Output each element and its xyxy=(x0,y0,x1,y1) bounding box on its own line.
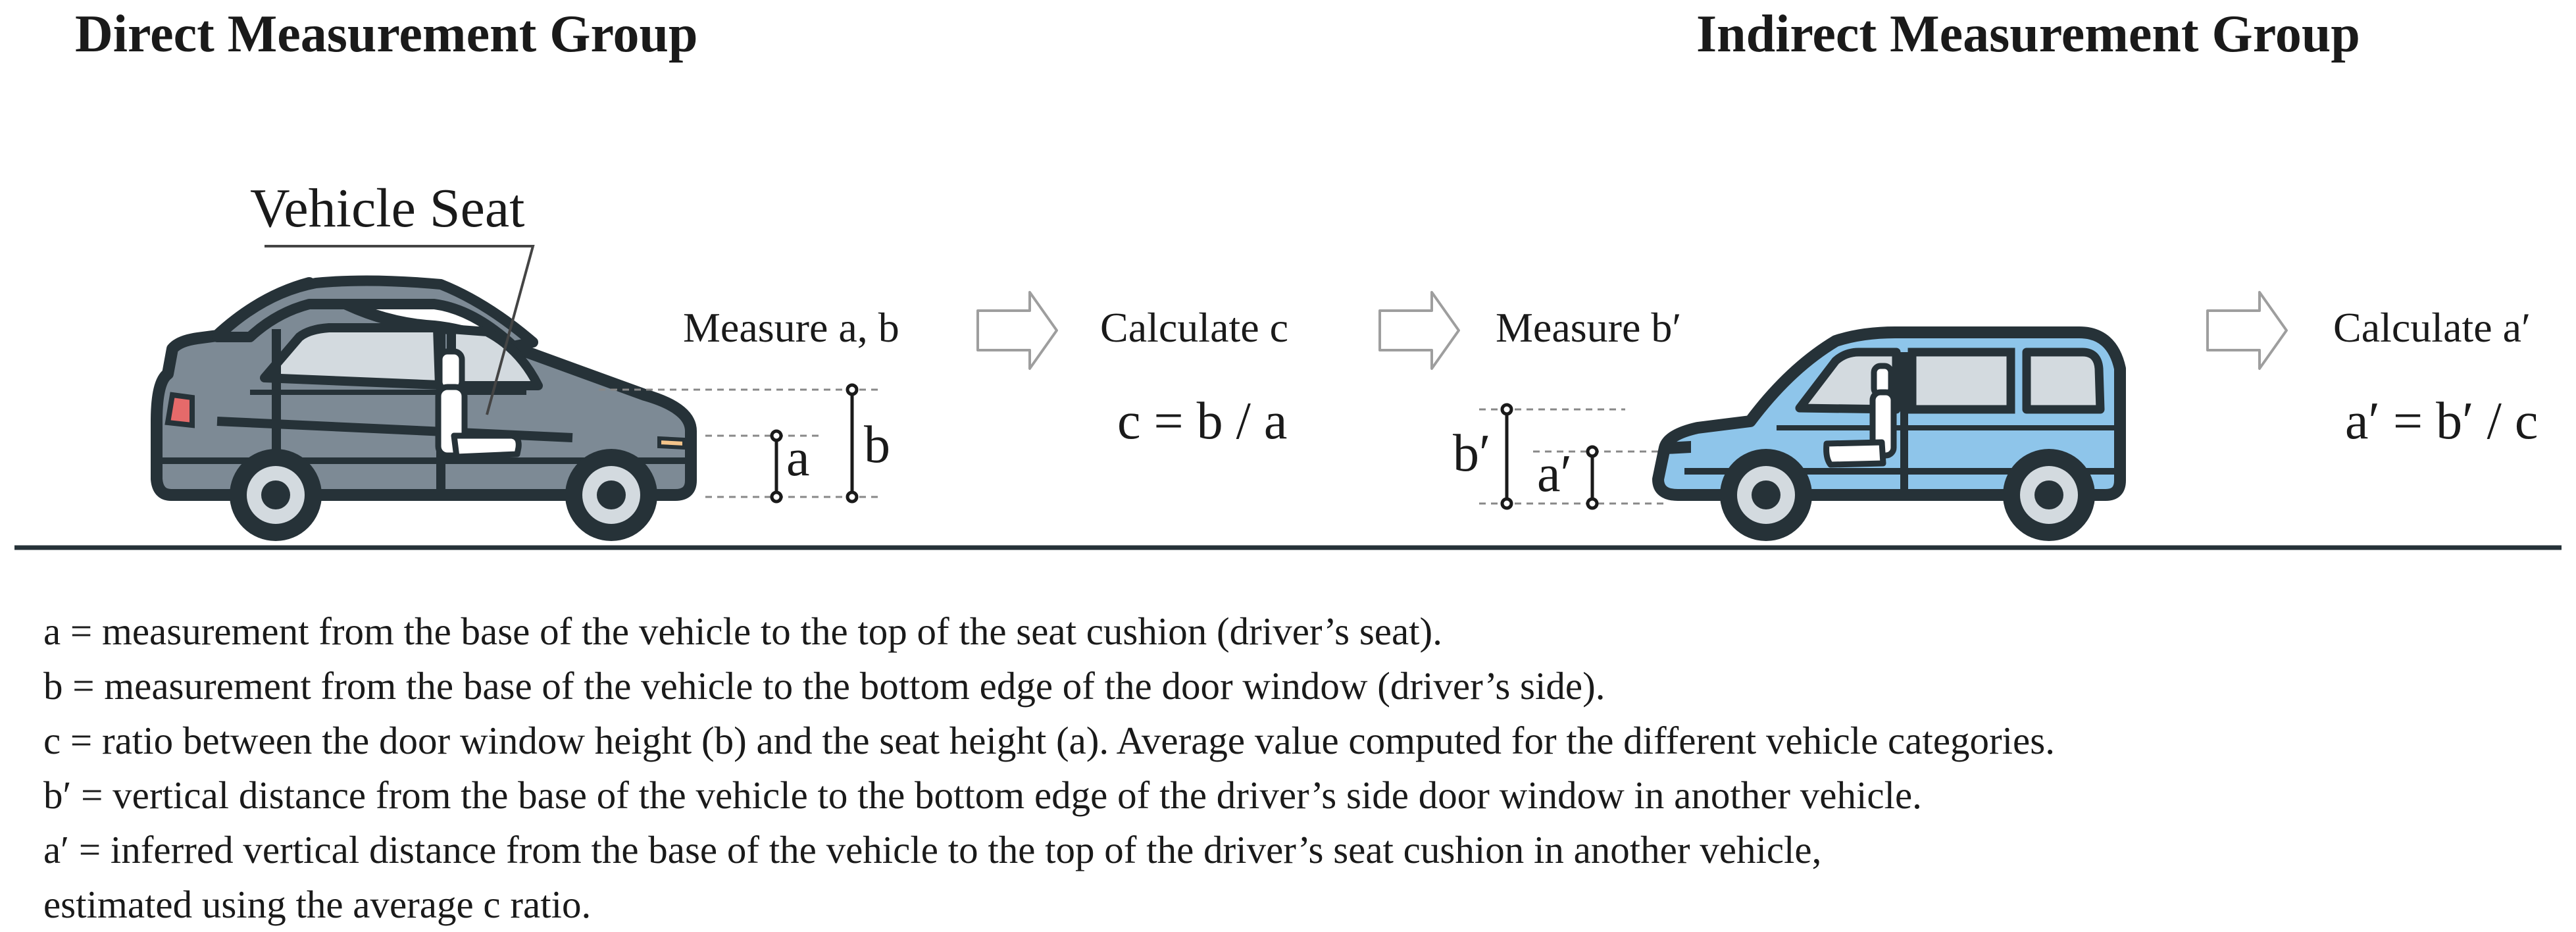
sedan-rear-wheel xyxy=(230,449,322,541)
legend-line-a-prime-cont: estimated using the average c ratio. xyxy=(43,883,592,926)
vehicle-seat-label: Vehicle Seat xyxy=(250,178,525,239)
minivan-rear-wheel xyxy=(2003,449,2095,541)
legend-line-c: c = ratio between the door window height (b) and the seat height (a). Average value computed for the different vehicle categories. xyxy=(43,719,2055,762)
arrow-right-icon xyxy=(1380,292,1459,369)
dimension-bars xyxy=(772,385,857,502)
dimension-label-b-prime: b′ xyxy=(1453,425,1491,482)
legend-line-a-prime: a′ = inferred vertical distance from the base of the vehicle to the top of the driver’s seat cushion in another vehicle, xyxy=(43,828,1822,871)
sedan-car-illustration xyxy=(157,280,691,541)
minivan-illustration xyxy=(1658,332,2120,541)
legend xyxy=(43,604,2055,932)
legend-line-b: b = measurement from the base of the vehicle to the bottom edge of the door window (driver’s side). xyxy=(43,664,1605,708)
legend-line-a: a = measurement from the base of the vehicle to the top of the seat cushion (driver’s seat). xyxy=(43,609,1442,653)
legend-line-b-prime: b′ = vertical distance from the base of the vehicle to the bottom edge of the driver’s side door window in another vehicle. xyxy=(43,773,1922,817)
minivan-front-wheel xyxy=(1720,449,1812,541)
dimension-label-a: a xyxy=(786,429,810,487)
arrow-right-icon xyxy=(2208,292,2286,369)
formula-c: c = b / a xyxy=(1117,392,1288,450)
sedan-front-wheel xyxy=(565,449,657,541)
step-measure-b-prime: Measure b′ xyxy=(1496,304,1682,351)
step-measure-a-b: Measure a, b xyxy=(683,304,899,351)
arrow-right-icon xyxy=(978,292,1057,369)
step-calculate-a-prime: Calculate a′ xyxy=(2333,304,2531,351)
step-calculate-c: Calculate c xyxy=(1100,304,1289,351)
formula-a-prime: a′ = b′ / c xyxy=(2345,392,2538,450)
indirect-group-heading: Indirect Measurement Group xyxy=(1696,5,2360,63)
dimension-label-b: b xyxy=(864,416,890,474)
dimension-label-a-prime: a′ xyxy=(1537,445,1573,503)
direct-group-heading: Direct Measurement Group xyxy=(75,5,698,63)
